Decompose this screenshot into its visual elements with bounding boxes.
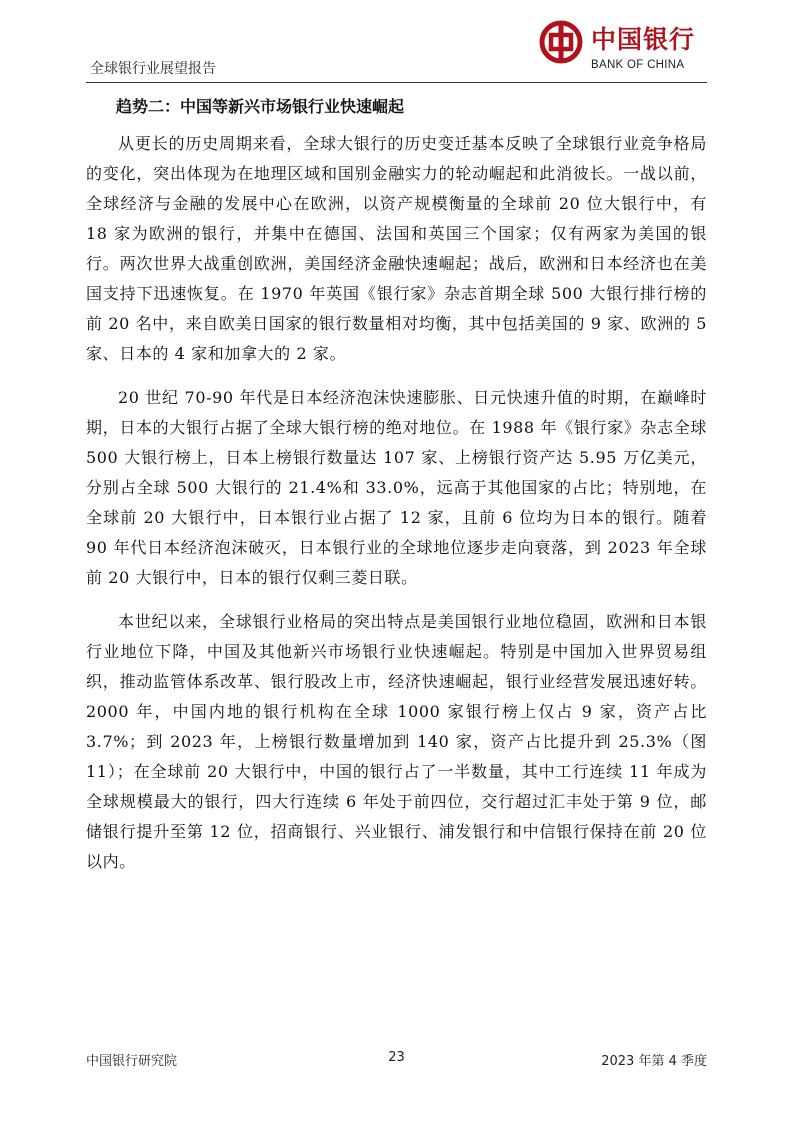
logo-chinese-name: 中国银行: [591, 25, 696, 54]
paragraph: 本世纪以来，全球银行业格局的突出特点是美国银行业地位稳固，欧洲和日本银行业地位下降，中国及其他新兴市场银行业快速崛起。特别是中国加入世界贸易组织，推动监管体系改革、银行股改上市，经济快速崛起，银行业经营发展迅速好转。2000 年，中国内地的银行机构在全球 1000 家银行榜上仅占 9 家，资产占比 3.7%；到 2023 年，上榜银行数量增加到 140 家，资产占比提升到 25.3%（图 11）；在全球前 20 大银行中，中国的银行占了一半数量，其中工行连续 11 年成为全球规模最大的银行，四大行连续 6 年处于前四位，交行超过汇丰处于第 9 位，邮储银行提升至第 12 位，招商银行、兴业银行、浦发银行和中信银行保持在前 20 位以内。: [86, 612, 707, 871]
logo-english-name: BANK OF CHINA: [591, 59, 685, 71]
header-divider: [86, 82, 707, 83]
footer-period: 2023 年第 4 季度: [601, 1054, 707, 1069]
page-header: [86, 18, 707, 80]
paragraph: 从更长的历史周期来看，全球大银行的历史变迁基本反映了全球银行业竞争格局的变化，突出体现为在地理区域和国别金融实力的轮动崛起和此消彼长。一战以前，全球经济与金融的发展中心在欧洲，以资产规模衡量的全球前 20 位大银行中，有 18 家为欧洲的银行，并集中在德国、法国和英国三个国家；仅有两家为美国的银行。两次世界大战重创欧洲，美国经济金融快速崛起；战后，欧洲和日本经济也在美国支持下迅速恢复。在 1970 年英国《银行家》杂志首期全球 500 大银行排行榜的前 20 名中，来自欧美日国家的银行数量相对均衡，其中包括美国的 9 家、欧洲的 5 家、日本的 4 家和加拿大的 2 家。: [86, 134, 707, 363]
section-heading: 趋势二：中国等新兴市场银行业快速崛起: [116, 97, 405, 116]
main-content: [86, 92, 707, 891]
footer-organization: 中国银行研究院: [86, 1054, 178, 1069]
report-title: 全球银行业展望报告: [90, 61, 216, 77]
page-footer: [86, 1050, 707, 1070]
paragraph: 20 世纪 70-90 年代是日本经济泡沫快速膨胀、日元快速升值的时期，在巅峰时期，日本的大银行占据了全球大银行榜的绝对地位。在 1988 年《银行家》杂志全球 500 大银行榜上，日本上榜银行数量达 107 家、上榜银行资产达 5.95 万亿美元，分别占全球 500 大银行的 21.4%和 33.0%，远高于其他国家的占比；特别地，在全球前 20 大银行中，日本银行业占据了 12 家，且前 6 位均为日本的银行。随着 90 年代日本经济泡沫破灭，日本银行业的全球地位逐步走向衰落，到 2023 年全球前 20 大银行中，日本的银行仅剩三菱日联。: [86, 388, 707, 587]
bank-of-china-emblem-icon: [539, 20, 583, 64]
bank-logo: [539, 18, 707, 76]
page-number: 23: [388, 1050, 405, 1065]
